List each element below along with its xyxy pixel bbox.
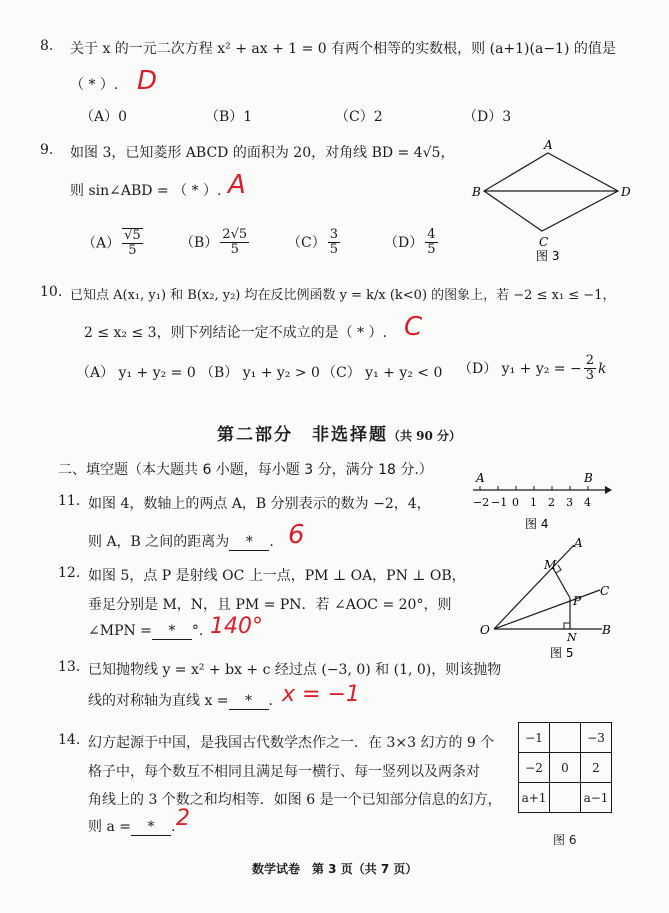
ray-oc — [494, 590, 600, 629]
section-2-heading: 二、填空题（本大题共 6 小题，每小题 3 分，满分 18 分.） — [58, 462, 433, 478]
q10-option-d-denominator: 3 — [585, 368, 594, 384]
q9-option-c — [287, 228, 342, 258]
q8-option-c: （C）2 — [335, 109, 383, 125]
q9-option-c-denominator: 5 — [329, 242, 338, 258]
q8-number: 8. — [40, 38, 54, 54]
q12-end: °. — [191, 623, 204, 639]
q13-stem-line2: 线的对称轴为直线 x = — [88, 693, 229, 709]
q9-option-a-label: （A） — [82, 235, 121, 252]
q14-stem-line4: 则 a = — [88, 819, 131, 835]
q9-option-a-numerator: √5 — [124, 228, 141, 243]
fig5-label-a: A — [574, 537, 583, 550]
q8-option-d: （D）3 — [463, 109, 512, 125]
q9-stem-line2: 则 sin∠ABD = （ * ）. — [70, 183, 222, 199]
q11-stem-line2: 则 A，B 之间的距离为 — [88, 534, 230, 550]
q9-option-d-numerator: 4 — [427, 227, 436, 242]
q9-number: 9. — [40, 142, 54, 158]
figure-4-number-line — [465, 468, 615, 536]
figure-6-caption: 图 6 — [553, 833, 577, 847]
figure-3-caption: 图 3 — [536, 249, 560, 263]
fig5-label-n: N — [567, 631, 577, 644]
magic-row-3 — [519, 783, 612, 813]
q12-answer-blank: * — [152, 623, 192, 640]
q11-end: . — [269, 534, 274, 550]
q14-answer-blank: * — [131, 819, 171, 836]
rhombus-outline — [484, 153, 618, 231]
magic-cell: −3 — [581, 723, 612, 753]
magic-cell: −2 — [519, 753, 550, 783]
fig5-label-m: M — [544, 558, 557, 572]
q10-option-d-numerator: 2 — [585, 353, 594, 368]
q10-number: 10. — [40, 284, 63, 300]
magic-cell: a+1 — [519, 783, 550, 813]
fig5-label-c: C — [600, 584, 610, 598]
q12-stem-line1: 如图 5，点 P 是射线 OC 上一点，PM ⊥ OA，PN ⊥ OB， — [88, 568, 466, 584]
q8-stem-line1: 关于 x 的一元二次方程 x² + ax + 1 = 0 有两个相等的实数根，则 (a+1)(a−1) 的值是 — [70, 41, 616, 57]
q12-stem-line2: 垂足分别是 M，N，且 PM = PN．若 ∠AOC = 20°，则 — [88, 597, 452, 613]
q13-end: . — [268, 693, 273, 709]
figure-4-caption: 图 4 — [525, 517, 549, 531]
q8-stem-line2: （ * ）. — [70, 77, 119, 93]
q9-option-d-label: （D） — [384, 234, 424, 251]
q14-stem-line1: 幻方起源于中国，是我国古代数学杰作之一．在 3×3 幻方的 9 个 — [88, 735, 495, 751]
q10-option-d-k: k — [598, 360, 607, 377]
q9-stem-line1: 如图 3，已知菱形 ABCD 的面积为 20，对角线 BD = 4√5， — [70, 145, 455, 161]
magic-cell — [550, 723, 581, 753]
q9-option-c-label: （C） — [287, 234, 326, 251]
magic-cell — [550, 783, 581, 813]
q13-stem-line2-wrap — [88, 690, 273, 710]
figure-3-rhombus — [470, 138, 635, 263]
magic-cell: −1 — [519, 723, 550, 753]
fig5-label-p: P — [573, 594, 582, 608]
q13-number: 13. — [58, 659, 81, 675]
part-2-score: （共 90 分） — [388, 429, 462, 443]
q10-handwritten-answer: C — [404, 312, 423, 342]
q14-end: . — [170, 819, 176, 835]
label-b: B — [472, 185, 481, 199]
q9-option-d — [384, 228, 440, 258]
q9-option-a-denominator: 5 — [128, 243, 137, 259]
q10-option-d-text: （D） y₁ + y₂ = − — [458, 360, 582, 377]
figure-6-magic-square — [518, 722, 612, 813]
q8-option-b: （B）1 — [205, 109, 253, 125]
q14-stem-line2: 格子中，每个数互不相同且满足每一横行、每一竖列以及两条对 — [88, 764, 480, 780]
segment-pm — [553, 568, 570, 598]
q14-handwritten-answer: 2 — [176, 806, 190, 831]
q13-answer-blank: * — [229, 693, 269, 710]
tick-label-m1: −1 — [491, 496, 508, 509]
tick-label-0: 0 — [512, 496, 519, 509]
q9-option-b-numerator: 2√5 — [222, 227, 248, 242]
q11-handwritten-answer: 6 — [288, 520, 305, 550]
figure-5-angle — [478, 537, 618, 662]
magic-row-2 — [519, 753, 612, 783]
q9-option-b-denominator: 5 — [230, 242, 239, 258]
number-line-label-b: B — [584, 471, 593, 485]
q11-stem-line2-wrap — [88, 531, 274, 551]
fig5-label-o: O — [480, 623, 490, 637]
number-line-label-a: A — [476, 471, 485, 485]
magic-row-1 — [519, 723, 612, 753]
tick-label-1: 1 — [530, 496, 537, 509]
figure-5-caption: 图 5 — [550, 646, 574, 660]
q8-handwritten-answer: D — [137, 66, 158, 96]
tick-label-4: 4 — [584, 496, 591, 509]
page-footer: 数学试卷 第 3 页（共 7 页） — [252, 862, 418, 876]
q10-option-b: （B） y₁ + y₂ > 0 — [200, 365, 320, 381]
q14-stem-line4-wrap — [88, 816, 175, 836]
q11-stem-line1: 如图 4，数轴上的两点 A，B 分别表示的数为 −2，4， — [88, 496, 431, 512]
right-angle-mark-m — [556, 565, 561, 573]
q9-option-b-label: （B） — [180, 234, 219, 251]
part-2-title — [217, 420, 461, 445]
q9-handwritten-answer: A — [228, 170, 246, 200]
q12-handwritten-answer: 140° — [210, 614, 263, 639]
q13-stem-line1: 已知抛物线 y = x² + bx + c 经过点 (−3, 0) 和 (1, 0)，则该抛物 — [88, 662, 502, 678]
magic-cell: 2 — [581, 753, 612, 783]
number-line-arrow — [605, 486, 612, 494]
q10-stem-line2: 2 ≤ x₂ ≤ 3，则下列结论一定不成立的是（ * ）. — [84, 325, 387, 341]
number-line-ticks — [480, 486, 588, 490]
tick-label-3: 3 — [566, 496, 573, 509]
fig5-label-b: B — [602, 623, 611, 637]
q14-stem-line3: 角线上的 3 个数之和均相等．如图 6 是一个已知部分信息的幻方， — [88, 792, 502, 808]
right-angle-mark-n — [564, 623, 570, 629]
magic-cell: a−1 — [581, 783, 612, 813]
q12-stem-line3-wrap — [88, 623, 203, 640]
label-d: D — [621, 185, 631, 199]
part-2-title-text: 第二部分 非选择题 — [217, 425, 388, 445]
tick-label-m2: −2 — [473, 496, 490, 509]
label-c: C — [539, 235, 549, 249]
q12-number: 12. — [58, 565, 81, 581]
q10-option-c: （C） y₁ + y₂ < 0 — [322, 365, 443, 381]
q9-option-c-numerator: 3 — [329, 227, 338, 242]
q11-answer-blank: * — [229, 534, 269, 551]
q10-stem-line1: 已知点 A(x₁, y₁) 和 B(x₂, y₂) 均在反比例函数 y = k/x (k<0) 的图象上，若 −2 ≤ x₁ ≤ −1， — [70, 288, 616, 303]
q10-option-a: （A） y₁ + y₂ = 0 — [76, 365, 196, 381]
q13-handwritten-answer: x = −1 — [282, 682, 360, 707]
q12-stem-line3: ∠MPN = — [88, 623, 152, 639]
q9-option-a — [82, 228, 145, 259]
label-a: A — [544, 138, 553, 152]
q9-option-d-denominator: 5 — [427, 242, 436, 258]
ray-oa — [494, 545, 574, 629]
q8-option-a: （A）0 — [80, 109, 128, 125]
q11-number: 11. — [58, 493, 81, 509]
q10-option-d — [458, 354, 606, 384]
magic-cell: 0 — [550, 753, 581, 783]
tick-label-2: 2 — [548, 496, 555, 509]
q14-number: 14. — [58, 732, 81, 748]
q9-option-b — [180, 228, 251, 258]
